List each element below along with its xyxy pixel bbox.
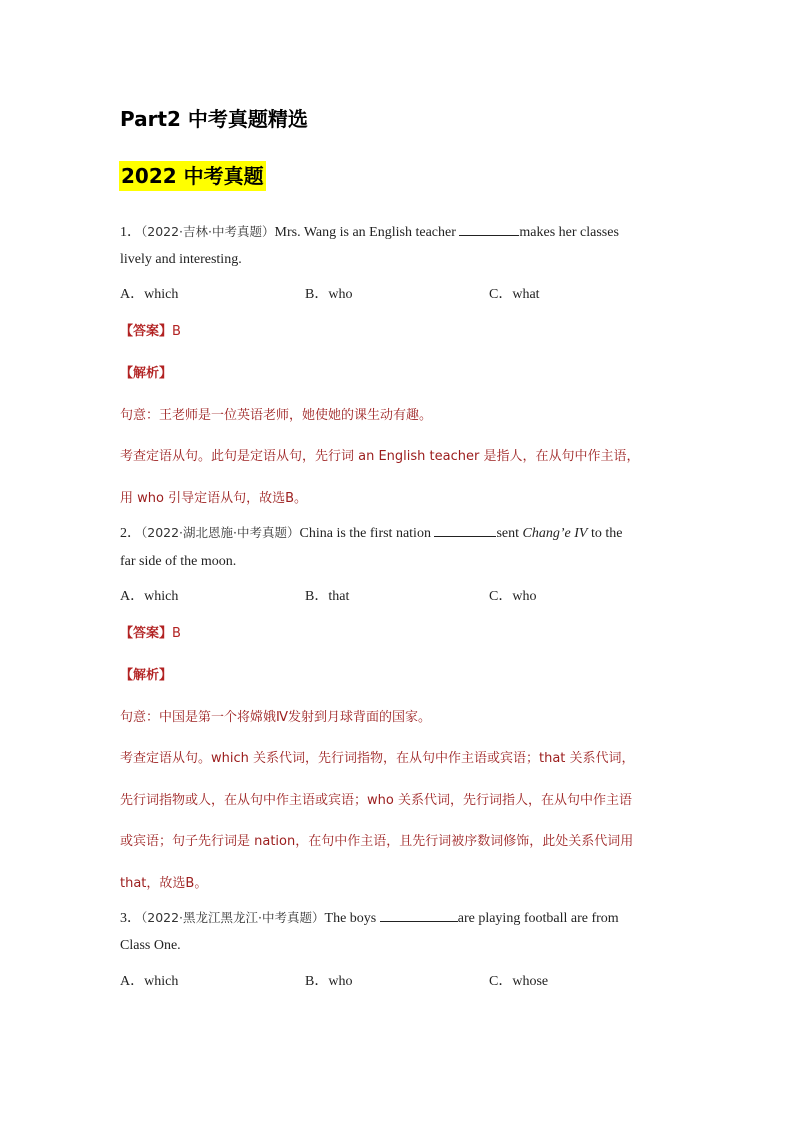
stem-text: Mrs. Wang is an English teacher bbox=[274, 225, 460, 240]
question-1-stem bbox=[120, 221, 619, 241]
analysis-line: 考查定语从句。which 关系代词，先行词指物，在从句中作主语或宾语；that 关系代词， bbox=[120, 751, 635, 766]
answer-label: 【答案】 bbox=[120, 626, 173, 641]
answer-blank bbox=[434, 524, 496, 537]
stem-text: sent bbox=[496, 526, 523, 541]
question-number: 2． bbox=[120, 526, 141, 541]
question-number: 3． bbox=[120, 911, 141, 926]
analysis-line: 句意：王老师是一位英语老师，她使她的课生动有趣。 bbox=[120, 408, 433, 423]
answer-line bbox=[120, 320, 181, 339]
analysis-label: 【解析】 bbox=[120, 668, 173, 683]
option-a: A．which bbox=[120, 589, 179, 604]
analysis-label: 【解析】 bbox=[120, 366, 173, 381]
analysis-line: 用 who 引导定语从句，故选B。 bbox=[120, 491, 308, 506]
part-title: Part2 中考真题精选 bbox=[120, 107, 308, 131]
question-2-stem-line2: far side of the moon. bbox=[120, 554, 237, 569]
stem-text: are playing football are from bbox=[457, 911, 619, 926]
analysis-line: 或宾语；句子先行词是 nation，在句中作主语，且先行词被序数词修饰，此处关系代词用 bbox=[120, 834, 634, 849]
question-3-stem bbox=[120, 907, 619, 927]
option-a: A．which bbox=[120, 287, 179, 302]
stem-italic-text: Chang’e IV bbox=[522, 526, 588, 541]
option-b: B．who bbox=[305, 287, 353, 302]
answer-blank bbox=[459, 223, 519, 236]
answer-value: B bbox=[172, 626, 181, 641]
answer-blank bbox=[380, 909, 458, 922]
option-b: B．that bbox=[305, 589, 350, 604]
analysis-line: that，故选B。 bbox=[120, 876, 208, 891]
question-1-stem-line2: lively and interesting. bbox=[120, 252, 242, 267]
analysis-line: 句意：中国是第一个将嫦娥Ⅳ发射到月球背面的国家。 bbox=[120, 710, 431, 725]
analysis-line: 先行词指物或人，在从句中作主语或宾语；who 关系代词，先行词指人，在从句中作主语 bbox=[120, 793, 632, 808]
question-source: （2022·吉林·中考真题） bbox=[141, 224, 275, 239]
stem-text: China is the first nation bbox=[299, 526, 435, 541]
option-b: B．who bbox=[305, 974, 353, 989]
analysis-line: 考查定语从句。此句是定语从句，先行词 an English teacher 是指人，在从句中作主语， bbox=[120, 449, 640, 464]
stem-text: makes her classes bbox=[519, 225, 619, 240]
answer-value: B bbox=[172, 324, 181, 339]
question-source: （2022·湖北恩施·中考真题） bbox=[141, 525, 300, 540]
question-3-stem-line2: Class One. bbox=[120, 938, 181, 953]
answer-label: 【答案】 bbox=[120, 324, 173, 339]
question-source: （2022·黑龙江黑龙江·中考真题） bbox=[141, 910, 325, 925]
stem-text: The boys bbox=[324, 911, 380, 926]
option-a: A．which bbox=[120, 974, 179, 989]
question-2-stem bbox=[120, 522, 622, 542]
option-c: C．whose bbox=[489, 974, 549, 989]
option-c: C．what bbox=[489, 287, 540, 302]
year-heading: 2022 中考真题 bbox=[119, 161, 266, 191]
stem-text: to the bbox=[587, 526, 623, 541]
option-c: C．who bbox=[489, 589, 537, 604]
answer-line bbox=[120, 622, 181, 641]
question-number: 1． bbox=[120, 225, 141, 240]
